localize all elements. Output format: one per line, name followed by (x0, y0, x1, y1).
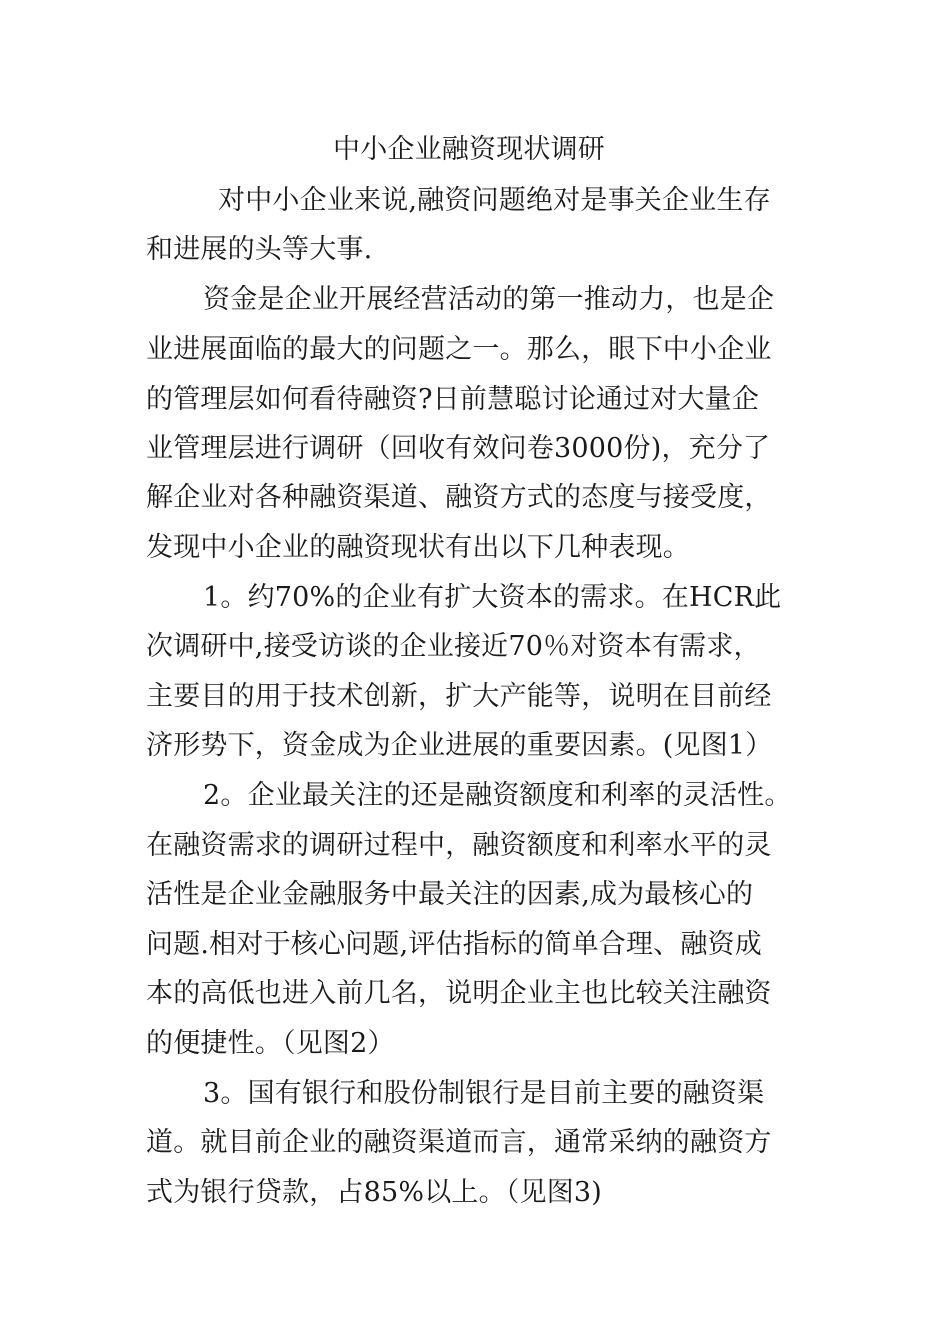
paragraph-line: 的便捷性。（见图2） (146, 1028, 395, 1059)
paragraph-line: 业进展面临的最大的问题之一。那么，眼下中小企业 (146, 334, 772, 365)
paragraph-line: 资金是企业开展经营活动的第一推动力，也是企 (203, 284, 775, 315)
paragraph-line: 在融资需求的调研过程中，融资额度和利率水平的灵 (146, 830, 772, 861)
paragraph-line: 对中小企业来说,融资问题绝对是事关企业生存 (218, 185, 771, 216)
paragraph-line: 活性是企业金融服务中最关注的因素,成为最核心的 (146, 879, 754, 910)
paragraph-line: 2。企业最关注的还是融资额度和利率的灵活性。 (203, 780, 792, 811)
paragraph-line: 发现中小企业的融资现状有出以下几种表现。 (146, 532, 690, 563)
paragraph-line: 主要目的用于技术创新，扩大产能等，说明在目前经 (146, 681, 772, 712)
paragraph-line: 解企业对各种融资渠道、融资方式的态度与接受度， (146, 482, 772, 513)
paragraph-line: 和进展的头等大事. (146, 234, 373, 265)
paragraph-line: 业管理层进行调研（回收有效问卷3000份)，充分了 (146, 433, 771, 464)
paragraph-line: 道。就目前企业的融资渠道而言，通常采纳的融资方 (146, 1127, 772, 1158)
paragraph-line: 1。约70%的企业有扩大资本的需求。在HCR此 (203, 582, 782, 613)
paragraph-line: 次调研中,接受访谈的企业接近70％对资本有需求， (146, 631, 761, 662)
paragraph-line: 济形势下，资金成为企业进展的重要因素。(见图1） (146, 730, 773, 761)
paragraph-line: 式为银行贷款，占85%以上。（见图3) (146, 1177, 603, 1208)
paragraph-line: 3。国有银行和股份制银行是目前主要的融资渠 (203, 1078, 765, 1109)
document-title: 中小企业融资现状调研 (333, 134, 605, 165)
paragraph-line: 的管理层如何看待融资?日前慧聪讨论通过对大量企 (146, 384, 760, 415)
paragraph-line: 本的高低也进入前几名，说明企业主也比较关注融资 (146, 978, 772, 1009)
paragraph-line: 问题.相对于核心问题,评估指标的简单合理、融资成 (146, 929, 762, 960)
